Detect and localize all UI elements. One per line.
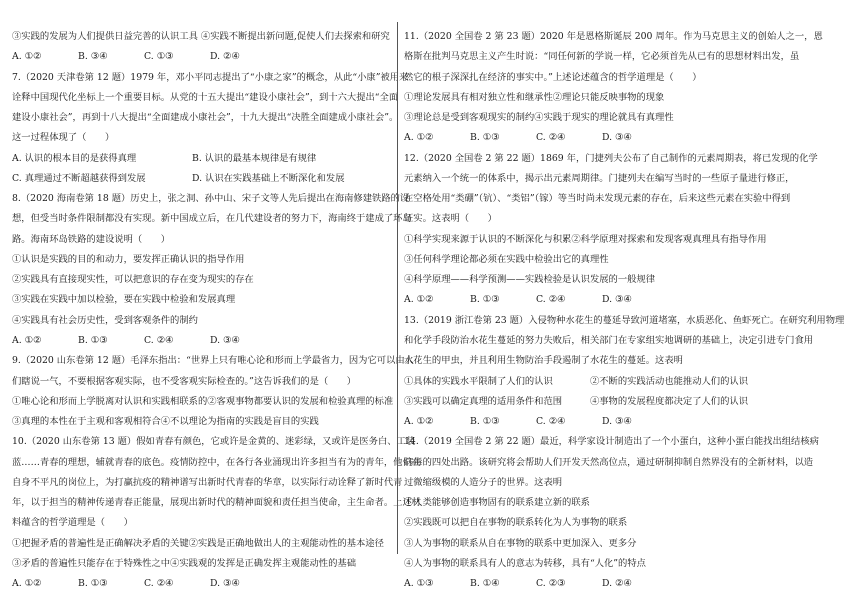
text-line: ①具体的实践水平限制了人们的认识 ②不断的实践活动也能推动人们的认识 bbox=[404, 375, 748, 387]
column-divider bbox=[397, 22, 398, 554]
text-line: 料蕴含的哲学道理是（ ） bbox=[12, 517, 133, 529]
text-line: ②实践具有直接现实性，可以把意识的存在变为现实的存在 bbox=[12, 274, 254, 286]
answer-options bbox=[12, 335, 390, 347]
text-line: ①人类能够创造事物固有的联系建立新的联系 bbox=[404, 497, 590, 509]
answer-options bbox=[404, 578, 780, 590]
answer-option: B. ①③ bbox=[78, 578, 108, 590]
text-line: ①认识是实践的目的和动力，要发挥正确认识的指导作用 bbox=[12, 253, 245, 265]
text-line: 这一过程体现了（ ） bbox=[12, 132, 115, 144]
text-line: 元素纳入一个统一的体系中，揭示出元素周期律。门捷列夫在编写当时的一些原子量进行修正， bbox=[404, 172, 795, 184]
text-line: 过微缩级模的人造分子的世界。这表明 bbox=[404, 476, 563, 488]
text-line: ②实践既可以把自在事物的联系转化为人为事物的联系 bbox=[404, 517, 628, 529]
answer-option: B. ①④ bbox=[470, 578, 500, 590]
text-line: 8.（2020 海南卷第 18 题）历史上，张之洞、孙中山、宋子文等人先后提出在海南修建铁路的设 bbox=[12, 193, 410, 205]
text-line: 9.（2020 山东卷第 12 题）毛泽东指出：“世界上只有唯心论和形而上学最省力，因为它可以由人 bbox=[12, 355, 414, 367]
text-line: 10.（2020 山东卷第 13 题）假如青春有颜色，它或许是金黄的、迷彩绿，又或许是医务白、工装 bbox=[12, 436, 416, 448]
text-line: 7.（2020 天津卷第 12 题）1979 年，邓小平同志提出了“小康之家”的概念，从此“小康”被用来 bbox=[12, 71, 409, 83]
text-line: 建设小康社会”，再到十八大提出“全面建成小康社会”，十九大提出“决胜全面建成小康社会”。 bbox=[12, 112, 399, 124]
answer-option: B. ①③ bbox=[78, 334, 108, 346]
text-line: 11.（2020 全国卷 2 第 23 题）2020 年是恩格斯诞辰 200 周年。作为马克思主义的创始人之一，恩 bbox=[404, 31, 823, 42]
text-line: 诠释中国现代化坐标上一个重要目标。从党的十五大提出“建设小康社会”，到十六大提出“全面 bbox=[12, 91, 399, 103]
text-line: 然它的根子深深扎在经济的事实中。”上述论述蕴含的哲学道理是（ ） bbox=[404, 71, 702, 83]
text-line: ③实践在实践中加以检验，要在实践中检验和发展真理 bbox=[12, 294, 236, 306]
text-line: ③实践的发展为人们提供日益完善的认识工具 ④实践不断提出新问题,促使人们去探索和研究 bbox=[12, 31, 390, 42]
text-line: 想，但受当时条件限制都没有实现。新中国成立后，在几代建设者的努力下，海南终于建成了环岛 bbox=[12, 213, 412, 225]
text-line: 13.（2019 浙江卷第 23 题）入侵物种水花生的蔓延导致河道堵塞，水质恶化、鱼虾死亡。在研究利用物理 bbox=[404, 314, 844, 326]
text-line: ③理论总是受到客观现实的制约④实践于现实的理论就具有真理性 bbox=[404, 112, 674, 124]
text-line: 蓝……青春的理想，辅就青春的底色。疫情防控中，在各行各业涌现出许多担当有为的青年，他们在 bbox=[12, 456, 422, 468]
answer-options bbox=[12, 153, 390, 165]
answer-option: B. ①③ bbox=[470, 416, 500, 428]
answer-option: A. ①② bbox=[404, 132, 434, 144]
text-line: 12.（2020 全国卷 2 第 22 题）1869 年，门捷列夫公布了自己制作的元素周期表，将已发现的化学 bbox=[404, 152, 818, 164]
answer-option: C. ②④ bbox=[144, 578, 174, 590]
answer-option: C. ②④ bbox=[536, 132, 566, 144]
text-line: 自身不平凡的岗位上，为打赢抗疫的精神谱写出新时代青春的华章，以实际行动诠释了新时代青 bbox=[12, 476, 403, 488]
text-line: ①理论发展具有相对独立性和继承性②理论只能反映事物的现象 bbox=[404, 91, 665, 103]
answer-option: D. ③④ bbox=[602, 132, 632, 144]
text-line: 们瞎说一气，不要根据客观实际，也不受客观实际检查的。”这告诉我们的是（ ） bbox=[12, 375, 357, 387]
answer-option: A. ①② bbox=[404, 416, 434, 428]
text-line: ④实践具有社会历史性，受到客观条件的制约 bbox=[12, 314, 198, 326]
answer-option: A. ①② bbox=[404, 294, 434, 306]
answer-options bbox=[12, 51, 390, 63]
answer-option: D. ③④ bbox=[602, 416, 632, 428]
answer-option: A. 认识的根本目的是获得真理 bbox=[12, 152, 137, 164]
answer-option: B. ③④ bbox=[78, 51, 108, 63]
text-line: ③真理的本性在于主观和客观相符合④不以理论为指南的实践是盲目的实践 bbox=[12, 416, 319, 428]
answer-options bbox=[12, 173, 390, 185]
text-line: ③矛盾的普遍性只能存在于特殊性之中④实践观的发挥是正确发挥主观能动性的基础 bbox=[12, 557, 356, 569]
answer-options bbox=[404, 132, 780, 144]
answer-options bbox=[404, 294, 780, 306]
answer-options bbox=[404, 416, 780, 428]
answer-option: C. ②④ bbox=[536, 294, 566, 306]
text-line: 水花生的甲虫，并且利用生物防治手段遏制了水花生的蔓延。这表明 bbox=[404, 355, 683, 367]
text-line: 格斯在批判马克思主义产生时说：“同任何新的学说一样，它必须首先从已有的思想材料出发，虽 bbox=[404, 51, 800, 63]
text-line: 14.（2019 全国卷 2 第 22 题）最近，科学家设计制造出了一个小蛋白，这种小蛋白能找出组结核病 bbox=[404, 436, 819, 448]
right-column bbox=[404, 0, 844, 591]
text-line: ①把握矛盾的普遍性是正确解决矛盾的关键②实践是正确地做出人的主观能动性的基本途径 bbox=[12, 537, 384, 549]
text-line: 路。海南环岛铁路的建设说明（ ） bbox=[12, 233, 171, 245]
answer-option: C. ①③ bbox=[144, 51, 174, 63]
text-line: ①科学实现来源于认识的不断深化与积累②科学原理对探索和发现客观真理具有指导作用 bbox=[404, 233, 767, 245]
answer-option: A. ①② bbox=[12, 51, 42, 63]
text-line: 年，以于担当的精神传递青春正能量，展现出新时代的精神面貌和责任担当使命，主生命者。上述材 bbox=[12, 497, 422, 509]
answer-option: A. ①② bbox=[12, 578, 42, 590]
answer-option: C. ②④ bbox=[536, 416, 566, 428]
answer-option: D. 认识在实践基础上不断深化和发展 bbox=[192, 172, 345, 184]
text-line: ③实践可以确定真理的适用条件和范围 ④事物的发展程度都决定了人们的认识 bbox=[404, 395, 748, 407]
answer-options bbox=[12, 578, 390, 590]
answer-option: D. ③④ bbox=[210, 578, 240, 590]
text-line: 病毒的四处出路。该研究将会帮助人们开发天然高位点，通过研制抑制自然界没有的全新材料，以造 bbox=[404, 456, 814, 468]
answer-option: D. ②④ bbox=[210, 51, 240, 63]
text-line: ④科学原理——科学预测——实践检验是认识发展的一般规律 bbox=[404, 274, 656, 286]
answer-option: C. ②④ bbox=[144, 334, 174, 346]
text-line: ④人为事物的联系具有人的意志为转移，具有“人化”的特点 bbox=[404, 557, 646, 569]
answer-option: C. ②③ bbox=[536, 578, 566, 590]
text-line: ①唯心论和形而上学脱离对认识和实践相联系的②客观事物都要认识的发展和检验真理的标准 bbox=[12, 395, 394, 407]
answer-option: B. 认识的最基本规律是有规律 bbox=[192, 152, 317, 164]
answer-option: B. ①③ bbox=[470, 294, 500, 306]
answer-option: D. ③④ bbox=[210, 334, 240, 346]
answer-option: A. ①③ bbox=[404, 578, 434, 590]
answer-option: D. ③④ bbox=[602, 294, 632, 306]
answer-option: D. ②④ bbox=[602, 578, 632, 590]
text-line: 在空格处用“类硼”（钪）、“类铝”（镓）等当时尚未发现元素的存在，后来这些元素在实验中得到 bbox=[404, 193, 791, 205]
answer-option: B. ①③ bbox=[470, 132, 500, 144]
answer-option: A. ①② bbox=[12, 334, 42, 346]
answer-option: C. 真理通过不断超越获得到发展 bbox=[12, 172, 146, 184]
text-line: 证实。这表明（ ） bbox=[404, 213, 497, 225]
text-line: 和化学手段防治水花生蔓延的努力失败后，相关部门在专家组实地调研的基础上，决定引进专门食用 bbox=[404, 334, 814, 346]
text-line: ③人为事物的联系从自在事物的联系中更加深入、更多分 bbox=[404, 537, 637, 549]
text-line: ③任何科学理论都必须在实践中检验出它的真理性 bbox=[404, 253, 609, 265]
